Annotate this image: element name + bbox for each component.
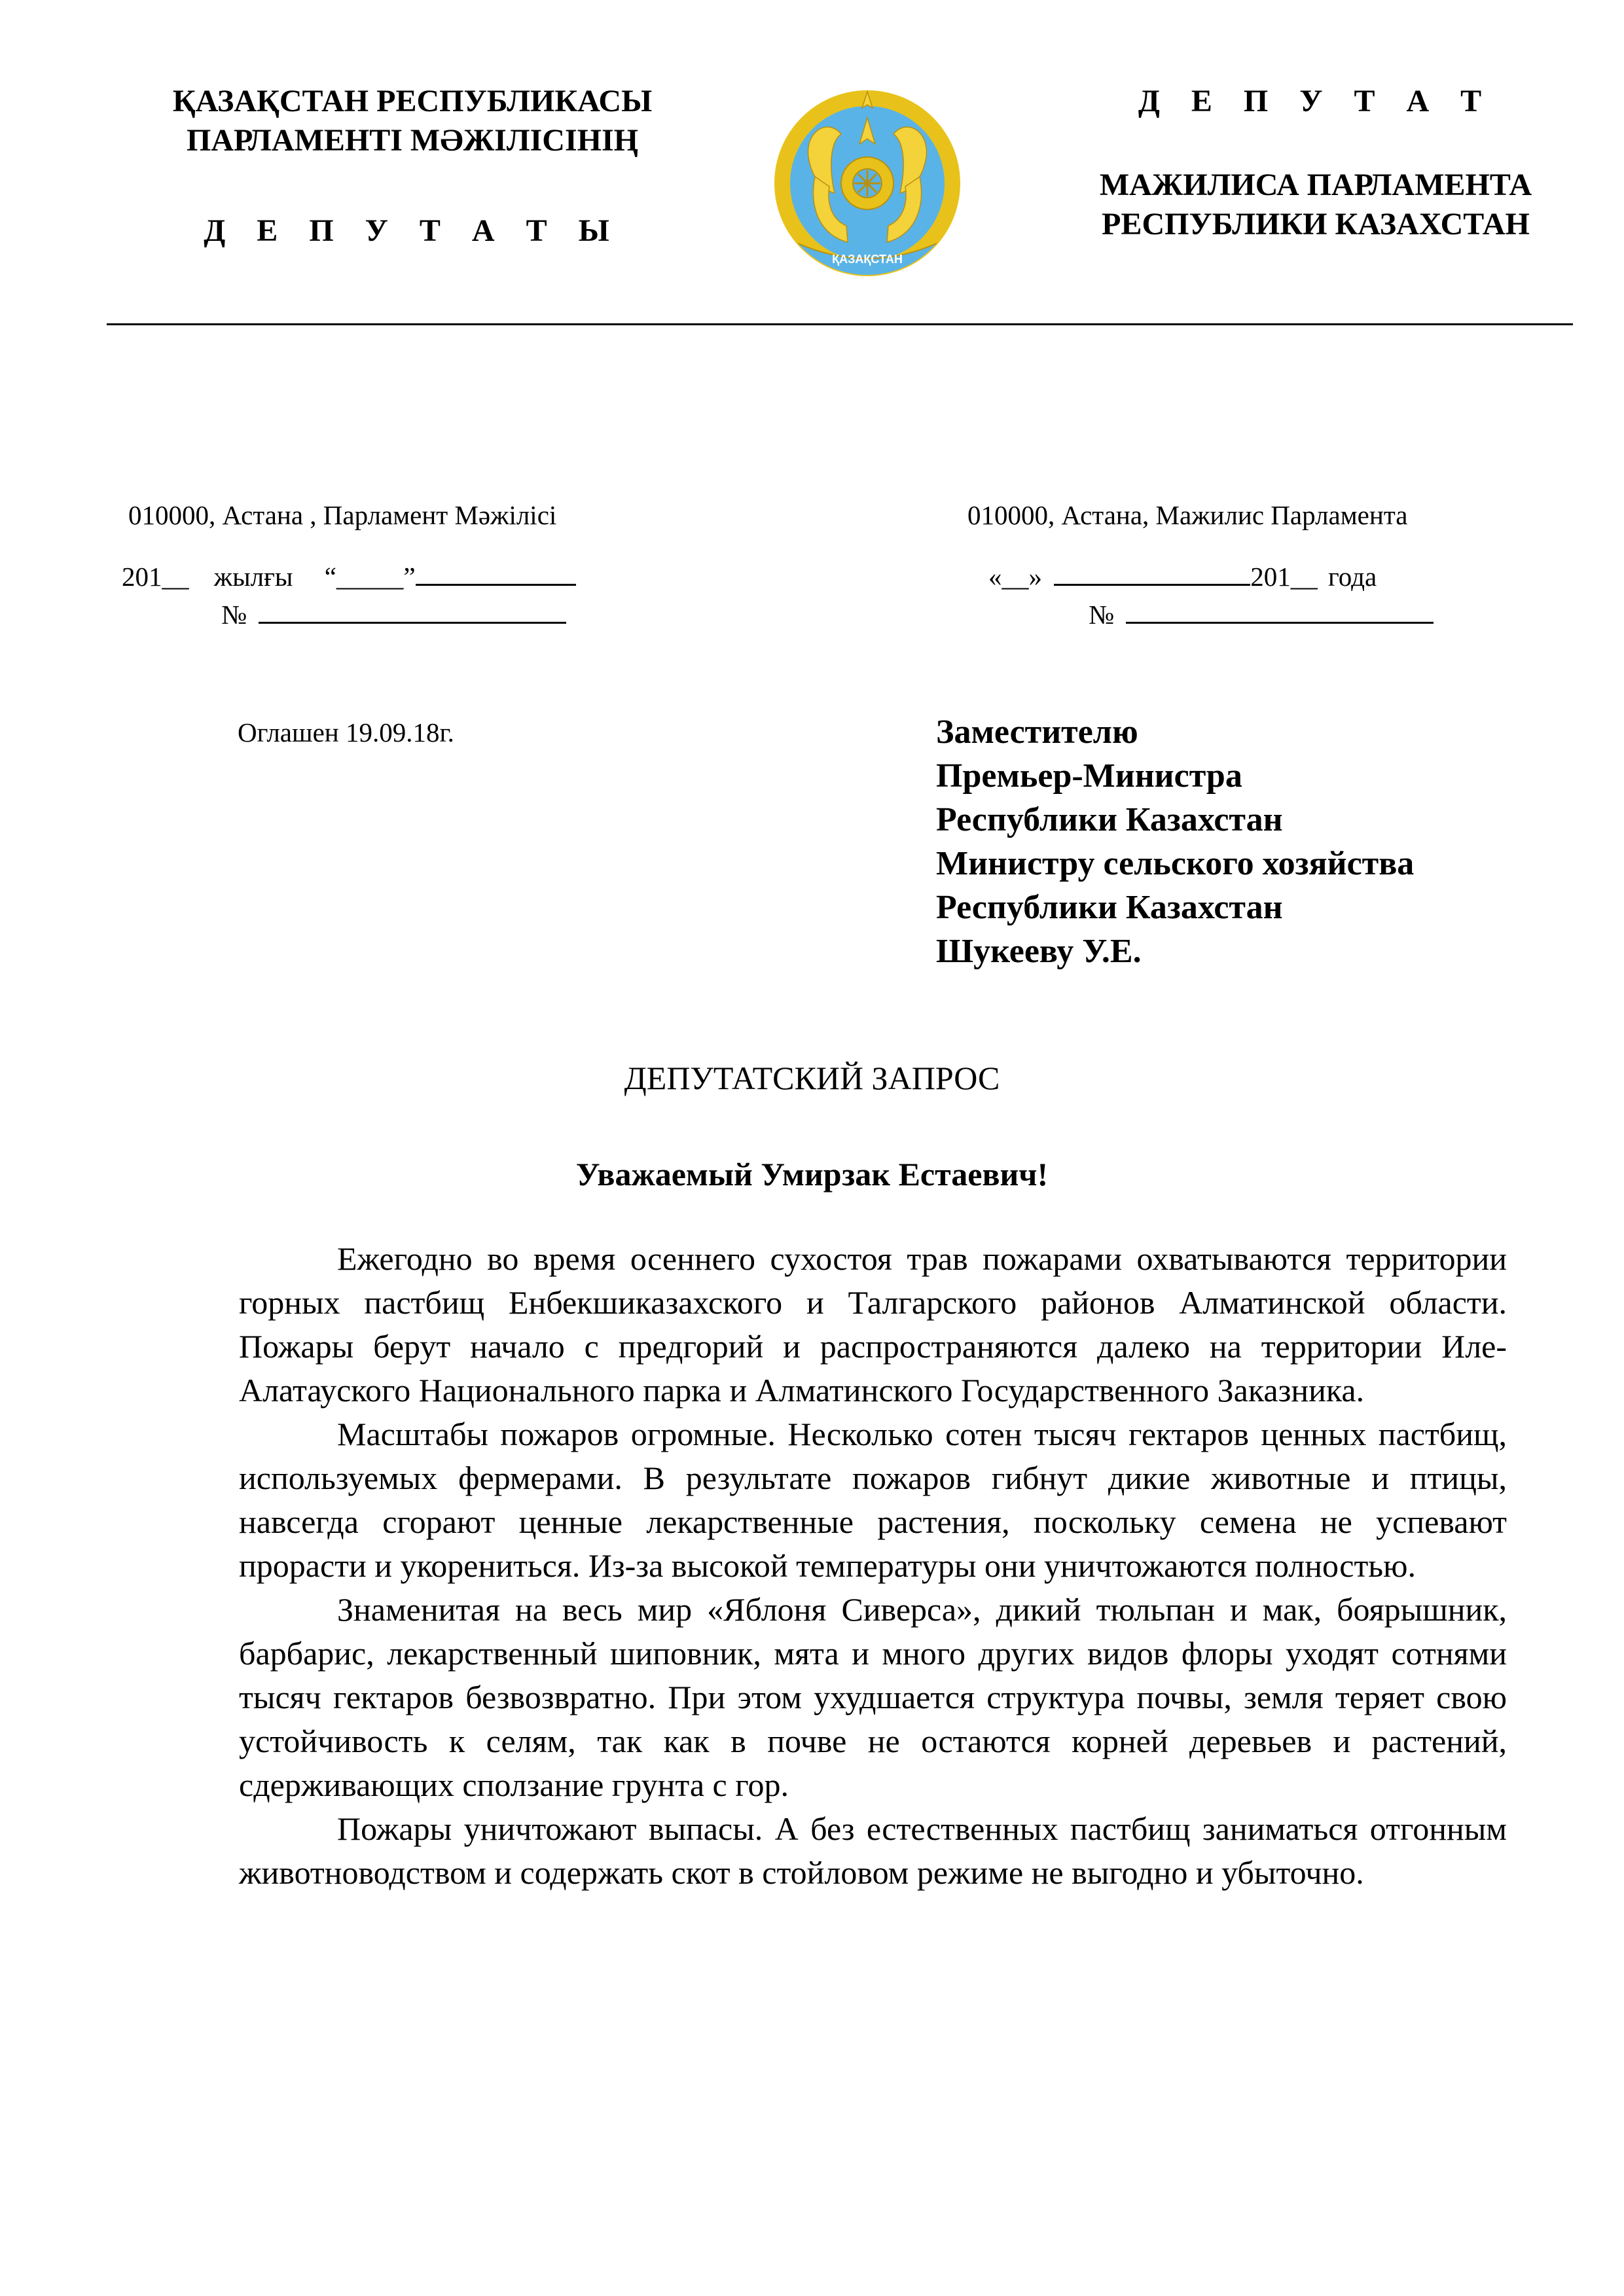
recipient-block [936,710,1414,973]
body-paragraph: Масштабы пожаров огромные. Несколько сотен тысяч гектаров ценных пастбищ, используемых фермерами. В результате пожаров гибнут дикие животные и птицы, навсегда сгорают ценные лекарственные растения, поскольку семена не успевают прорасти и укорениться. Из-за высокой температуры они уничтожаются полностью. [239,1416,1507,1584]
reg-right-year: 201__ [1250,562,1318,592]
body-paragraph: Пожары уничтожают выпасы. А без естественных пастбищ заниматься отгонным животноводством и содержать скот в стойловом режиме не выгодно и убыточно. [239,1810,1507,1891]
address-right: 010000, Астана, Мажилис Парламента [967,500,1408,530]
announced-note: Оглашен 19.09.18г. [238,717,454,747]
reg-left-day: “_____” [324,562,416,592]
kazakhstan-emblem-icon [769,79,965,288]
header-left-line1: ҚАЗАҚСТАН РЕСПУБЛИКАСЫ [172,84,653,118]
emblem-text: ҚАЗАҚСТАН [832,253,903,266]
reg-right-month-blank [1054,562,1250,586]
recipient-line4: Министру сельского хозяйства [936,845,1415,882]
reg-right-num-sign: № [1089,600,1115,630]
reg-left-num-blank [259,600,566,624]
header-right-line2: МАЖИЛИСА ПАРЛАМЕНТА [1099,168,1532,202]
reg-left-number [221,598,566,631]
reg-left-month-blank [416,562,576,586]
body-paragraph: Знаменитая на весь мир «Яблоня Сиверса», дикий тюльпан и мак, боярышник, барбарис, лекарственный шиповник, мята и много других видов флоры уходят сотнями тысяч гектаров безвозвратно. При этом ухудшается структура почвы, земля теряет свою устойчивость к селям, так как в почве не остаются корней деревьев и растений, сдерживающих сползание грунта с гор. [239,1591,1507,1803]
recipient-line5: Республики Казахстан [936,889,1283,926]
recipient-line3: Республики Казахстан [936,801,1283,838]
recipient-line1: Заместителю [936,713,1138,751]
header-left [118,82,707,251]
header-left-line2: ПАРЛАМЕНТІ МӘЖІЛІСІНІҢ [187,123,638,158]
salutation: Уважаемый Умирзак Естаевич! [575,1156,1049,1193]
header-left-line3: Д Е П У Т А Т Ы [204,213,621,248]
reg-left-num-sign: № [221,600,247,630]
reg-right-number [1089,598,1434,631]
address-left: 010000, Астана , Парламент Мәжілісі [128,500,557,530]
reg-left-year-suffix: жылғы [213,562,293,592]
header-right [1021,82,1610,244]
header-right-line3: РЕСПУБЛИКИ КАЗАХСТАН [1102,207,1530,242]
document-body [239,1237,1507,1895]
reg-right-day: «__» [988,562,1042,592]
header-divider [107,323,1573,325]
reg-right-year-suffix: года [1328,562,1377,592]
recipient-line6: Шукееву У.Е. [936,933,1142,970]
reg-left-year: 201__ [122,562,189,592]
document-title: ДЕПУТАТСКИЙ ЗАПРОС [624,1060,1000,1096]
reg-left-date [122,560,576,593]
reg-right-num-blank [1126,600,1434,624]
body-paragraph: Ежегодно во время осеннего сухостоя трав пожарами охватываются территории горных пастбищ Енбекшиказахского и Талгарского районов Алматинской области. Пожары берут начало с предгорий и распространяются далеко на территории Иле-Алатауского Национального парка и Алматинского Государственного Заказника. [239,1240,1507,1408]
recipient-line2: Премьер-Министра [936,757,1242,795]
reg-right-date [988,560,1377,593]
header-right-line1: Д Е П У Т А Т [1138,84,1494,118]
